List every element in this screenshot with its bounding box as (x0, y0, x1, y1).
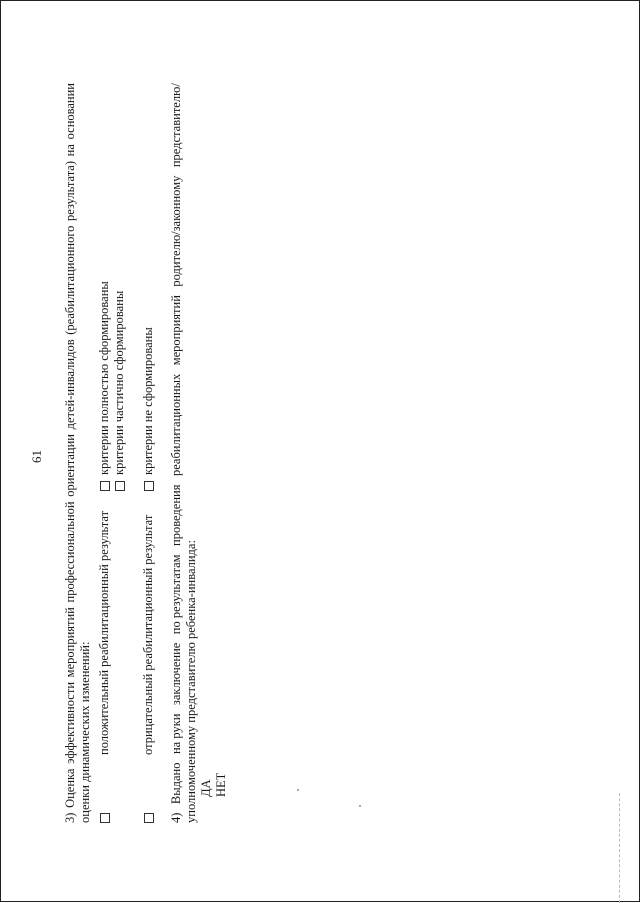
section-4-word: мероприятий (169, 295, 183, 366)
criteria-option-none (141, 327, 156, 491)
rotated-content (1, 1, 640, 903)
answer-yes[interactable]: ДА (199, 779, 213, 797)
positive-result-label: положительный реабилитационный результат (97, 510, 111, 755)
section-4-word: родителю/законному (169, 175, 183, 287)
section-4 (169, 83, 199, 823)
criteria-full-checkbox[interactable] (100, 481, 110, 491)
scan-margin-line (619, 793, 620, 903)
section-4-word: проведения (169, 484, 183, 546)
positive-result-checkbox[interactable] (100, 813, 110, 823)
section-3-heading (63, 83, 93, 823)
negative-result-row (141, 807, 156, 823)
positive-result-row (97, 807, 112, 823)
page-number: 61 (29, 450, 44, 463)
section-4-word: реабилитационных (169, 373, 183, 477)
section-4-word: представителю/ (169, 83, 183, 168)
section-3-text: 3) Оценка эффективности мероприятий профессиональной ориентации детей-инвалидов (реабилитационного результата) на основании оценки динамических изменений: (63, 83, 92, 823)
section-4-word: 4) (169, 812, 183, 823)
criteria-partial-checkbox[interactable] (115, 481, 125, 491)
criteria-none-checkbox[interactable] (144, 481, 154, 491)
section-4-word: заключение (169, 642, 183, 706)
criteria-option-full (97, 281, 112, 491)
scan-speck (297, 789, 299, 791)
criteria-option-partial (112, 291, 127, 491)
negative-result-label: отрицательный реабилитационный результат (141, 514, 155, 755)
section-4-line-1 (169, 83, 184, 823)
section-4-word: на руки (169, 713, 183, 755)
section-4-word: по результатам (169, 554, 183, 635)
criteria-none-label: критерии не сформированы (141, 327, 155, 475)
negative-result-checkbox[interactable] (144, 813, 154, 823)
answer-no[interactable]: НЕТ (214, 772, 228, 797)
section-4-line-2: уполномоченному представителю ребенка-инвалида: (184, 540, 198, 823)
scan-speck (359, 805, 361, 807)
section-4-word: Выдано (169, 762, 183, 805)
criteria-partial-label: критерии частично сформированы (112, 290, 126, 475)
criteria-full-label: критерии полностью сформированы (97, 281, 111, 475)
